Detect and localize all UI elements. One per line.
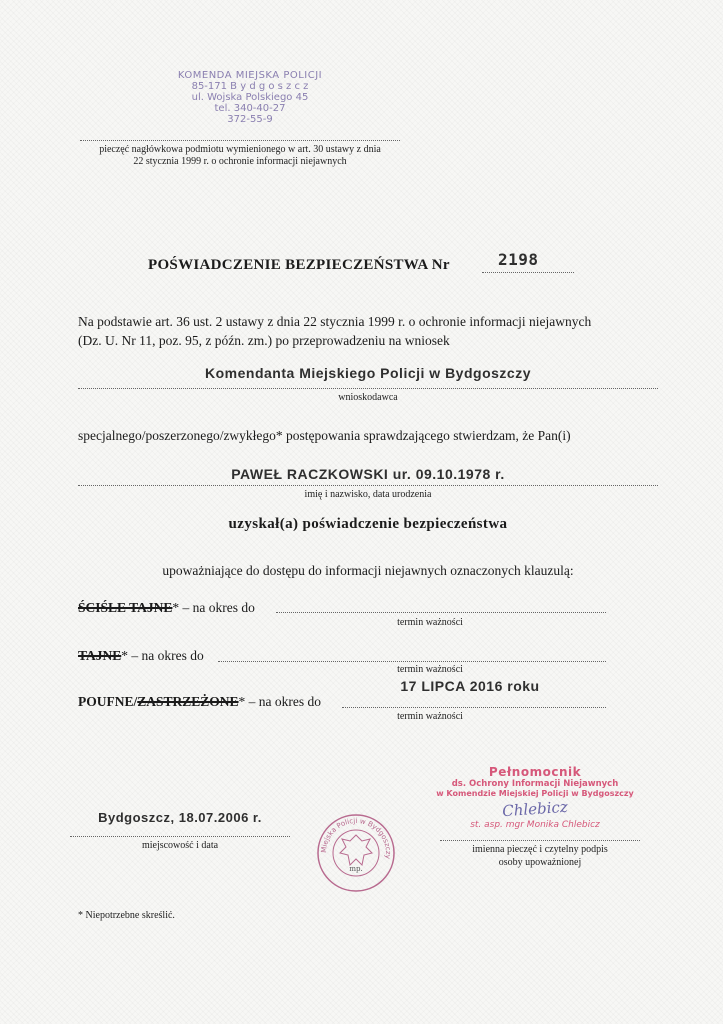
header-stamp-line: 372-55-9 [227,114,273,125]
header-stamp-line: 85-171 B y d g o s z c z [191,81,309,92]
clause-label: ŚCIŚLE TAJNE [78,600,173,615]
header-stamp-caption [80,144,400,168]
procedure-line: specjalnego/poszerzonego/zwykłego* postępowania sprawdzającego stwierdzam, że Pan(i) [78,428,571,443]
place-date-caption: miejscowość i data [141,840,219,851]
signature-caption [440,843,640,869]
certificate-number: 2198 [498,250,539,269]
header-stamp-line-rule [80,140,400,141]
header-stamp-line: KOMENDA MIEJSKA POLICJI [177,70,323,81]
clause-caption: termin ważności [397,617,463,628]
header-caption-line1: pieczęć nagłówkowa podmiotu wymienionego w art. 30 ustawy z dnia [99,144,381,155]
clause-confidential [78,694,321,710]
stamp-line3: st. asp. mgr Monika Chlebicz [470,820,600,830]
clause-label: TAJNE [78,648,122,663]
intro-line2: (Dz. U. Nr 11, poz. 95, z późn. zm.) po przeprowadzeniu na wniosek [78,333,450,348]
clause-caption: termin ważności [397,711,463,722]
applicant-value: Komendanta Miejskiego Policji w Bydgoszczy [205,365,531,381]
intro-line1: Na podstawie art. 36 ust. 2 ustawy z dnia 22 stycznia 1999 r. o ochronie informacji niejawnych [78,314,592,329]
person-caption: imię i nazwisko, data urodzenia [304,489,432,500]
clause-label-plain: POUFNE/ [78,694,138,709]
obtained-statement: uzyskał(a) poświadczenie bezpieczeństwa [228,516,508,532]
header-stamp [150,70,350,125]
person-rule [78,485,658,486]
clause-suffix: * – na okres do [121,648,204,663]
seal-center-text: mp. [349,865,363,873]
applicant-caption: wnioskodawca [338,392,398,403]
applicant-rule [78,388,658,389]
place-date-value: Bydgoszcz, 18.07.2006 r. [98,810,262,825]
stamp-line2: w Komendzie Miejskiej Policji w Bydgoszczy [436,789,634,798]
person-value: PAWEŁ RACZKOWSKI ur. 09.10.1978 r. [231,466,505,482]
clause-confidential-rule [342,707,606,708]
official-seal [316,813,396,893]
header-caption-line2: 22 stycznia 1999 r. o ochronie informacji niejawnych [133,156,347,167]
signature-stamp [430,765,640,830]
clause-label-struck: ZASTRZEŻONE [137,694,239,709]
stamp-line1: ds. Ochrony Informacji Niejawnych [451,779,619,789]
clause-top-secret-rule [276,612,606,613]
authorizes-statement: upoważniające do dostępu do informacji niejawnych oznaczonych klauzulą: [162,563,574,578]
header-stamp-line: ul. Wojska Polskiego 45 [191,92,309,103]
title-text: POŚWIADCZENIE BEZPIECZEŃSTWA Nr [148,257,450,273]
seal-emblem-icon [316,813,396,893]
signature-rule [440,840,640,841]
clause-secret [78,648,204,664]
clause-caption: termin ważności [397,664,463,675]
handwritten-signature: Chlebicz [501,797,569,821]
signature-caption-line1: imienna pieczęć i czytelny podpis [472,844,608,855]
signature-caption-line2: osoby upoważnionej [498,857,582,868]
document-title [148,257,450,274]
intro-text [78,312,658,350]
place-date-rule [70,836,290,837]
footnote: * Niepotrzebne skreślić. [78,910,175,921]
clause-secret-rule [218,661,606,662]
header-stamp-line: tel. 340-40-27 [214,103,286,114]
seal-ring-text: Miejska Policji w Bydgoszczy [319,816,393,860]
stamp-title: Pełnomocnik [488,765,582,779]
clause-suffix: * – na okres do [172,600,255,615]
certificate-number-rule [482,272,574,273]
svg-text:Miejska Policji w Bydgoszczy [320,817,392,859]
clause-confidential-value: 17 LIPCA 2016 roku [400,678,540,694]
clause-suffix: * – na okres do [238,694,322,709]
clause-top-secret [78,600,255,616]
